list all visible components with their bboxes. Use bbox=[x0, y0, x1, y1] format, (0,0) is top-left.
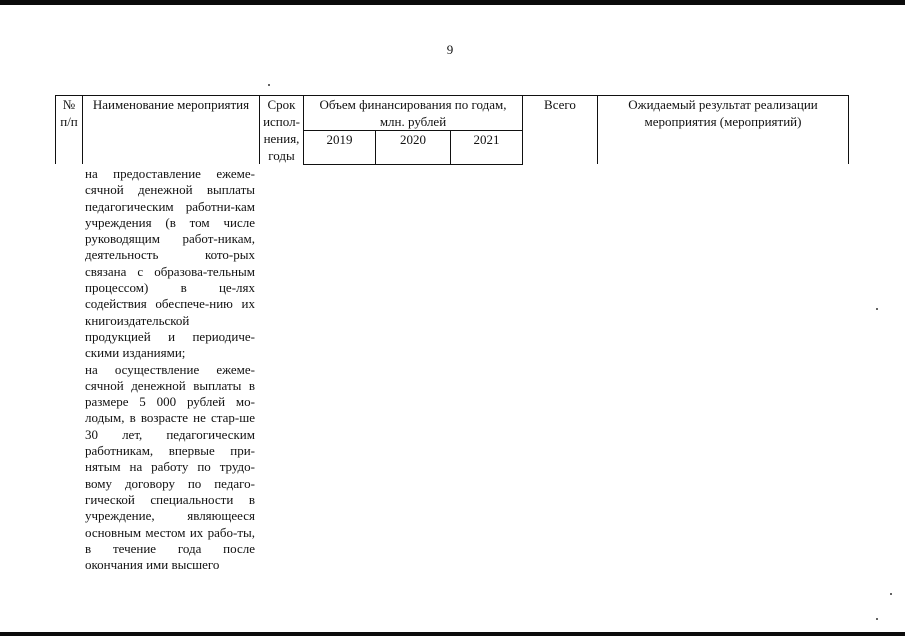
col-header-year-2019: 2019 bbox=[304, 131, 376, 164]
scan-speck bbox=[890, 593, 892, 595]
activity-paragraph: на предоставление ежеме-сячной денежной выплаты педагогическим работни-кам учреждения (в том числе руководящим работ-никам, деятельность кото-рых связана с образова-тельным процессом) в це-лях содействия обеспече-нию их книгоиздательской продукцией и периодиче-скими изданиями; bbox=[85, 166, 255, 361]
scan-speck bbox=[876, 618, 878, 620]
col-header-funding: Объем финансирования по годам, млн. рублей bbox=[304, 96, 523, 131]
col-header-name: Наименование мероприятия bbox=[83, 96, 260, 165]
col-header-term: Срок испол-нения, годы bbox=[260, 96, 304, 165]
col-header-year-2020: 2020 bbox=[376, 131, 451, 164]
page-number: 9 bbox=[446, 42, 454, 57]
col-header-result: Ожидаемый результат реализации мероприятия (мероприятий) bbox=[598, 96, 849, 165]
scan-speck bbox=[268, 84, 270, 86]
scan-border-top bbox=[0, 0, 905, 5]
scan-speck bbox=[876, 308, 878, 310]
col-header-number: № п/п bbox=[56, 96, 83, 165]
program-table bbox=[55, 95, 849, 165]
activity-description bbox=[85, 166, 255, 573]
scan-border-bottom bbox=[0, 632, 905, 636]
col-header-year-2021: 2021 bbox=[451, 131, 523, 164]
activity-paragraph: на осуществление ежеме-сячной денежной выплаты в размере 5 000 рублей мо-лодым, в возрасте не стар-ше 30 лет, педагогическим работникам, впервые при-нятым на работу по трудо-вому договору по педаго-гической специальности в учреждение, являющееся основным местом их рабо-ты, в течение года после окончания ими высшего bbox=[85, 361, 255, 573]
col-header-total: Всего bbox=[523, 96, 598, 165]
